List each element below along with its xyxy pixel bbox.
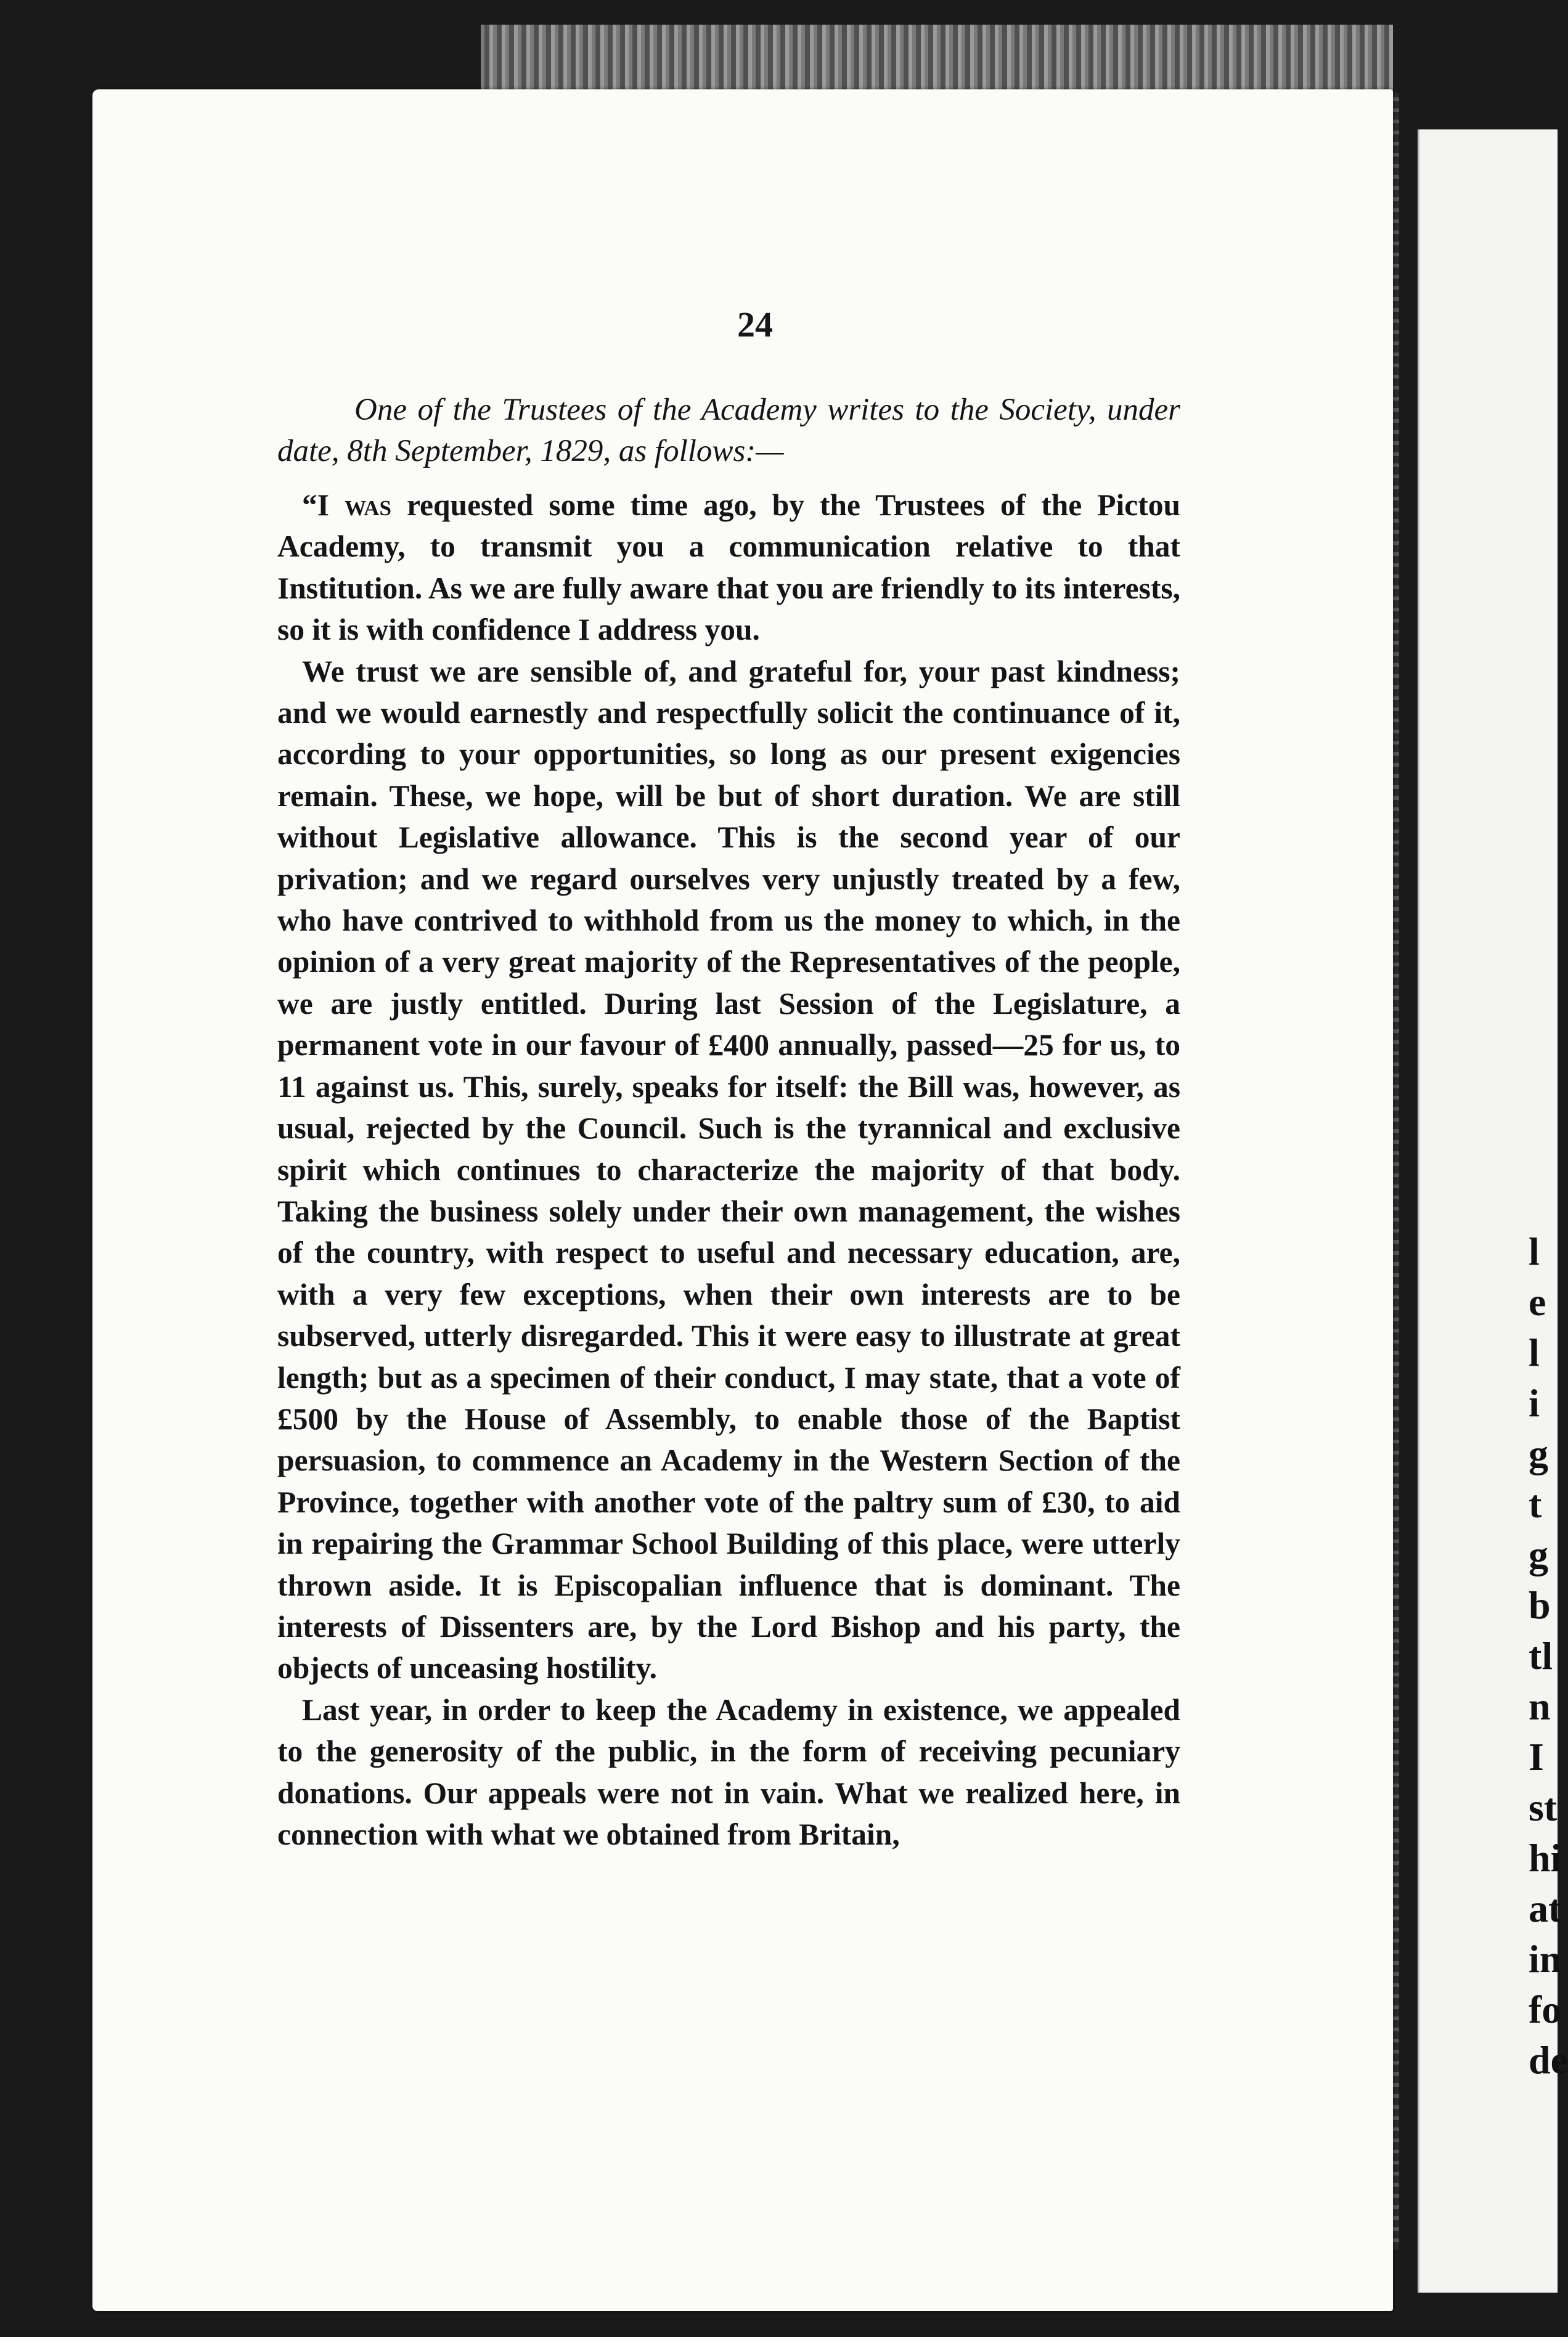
fragment: i [1529, 1381, 1540, 1425]
fragment: fo [1529, 1988, 1562, 2031]
fragment: l [1529, 1230, 1540, 1273]
fragment: I [1529, 1735, 1544, 1779]
paragraph-1-small-caps: was [345, 488, 391, 522]
paragraph-3: Last year, in order to keep the Academy in existence, we appealed to the generosity of the public, in the form of receiving pecuniary donations. Our appeals were not in vain. What we realized here, in connection with what we obtained from Britain, [277, 1692, 1180, 1851]
fragment: e [1529, 1280, 1546, 1324]
fragment: st [1529, 1785, 1558, 1829]
page-number: 24 [737, 304, 773, 345]
letter-intro: One of the Trustees of the Academy writes to the Society, under date, 8th September, 1829, as follows:— [277, 393, 1180, 468]
paragraph-1-rest: requested some time ago, by the Trustees of the Pictou Academy, to transmit you a communication relative to that Institution. As we are fully aware that you are friendly to its interests, so it is with confidence I address you. [277, 488, 1181, 647]
fragment: t [1529, 1482, 1542, 1526]
scanner-background-band [481, 25, 1393, 92]
paragraph-1-open: “I [302, 488, 345, 522]
fragment: tl [1529, 1634, 1553, 1678]
fragment: de [1529, 2038, 1568, 2082]
fragment: l [1529, 1331, 1540, 1374]
fragment: hi [1529, 1836, 1562, 1880]
fragment: at [1529, 1886, 1562, 1930]
paragraph-2: We trust we are sensible of, and grateful for, your past kindness; and we would earnestly and respectfully solicit the continuance of it, according to your opportunities, so long as our present exigencies remain. These, we hope, will be but of short duration. We are still without Legislative allowance. This is the second year of our privation; and we regard ourselves very unjustly treated by a few, who have contrived to withhold from us the money to which, in the opinion of a very great majority of the Representatives of the people, we are justly entitled. During last Session of the Legislature, a permanent vote in our favour of £400 annually, passed—25 for us, to 11 against us. This, surely, speaks for itself: the Bill was, however, as usual, rejected by the Council. Such is the tyrannical and exclusive spirit which continues to characterize the majority of that body. Taking the business solely under their own management, the wishes of the country, with respect to useful and necessary education, are, with a very few exceptions, when their own interests are to be subserved, utterly disregarded. This it were easy to illustrate at great length; but as a specimen of their conduct, I may state, that a vote of £500 by the House of Assembly, to enable those of the Baptist persuasion, to commence an Academy in the Western Section of the Province, together with another vote of the paltry sum of £30, to aid in repairing the Grammar School Building of this place, were utterly thrown aside. It is Episcopalian influence that is dominant. The interests of Dissenters are, by the Lord Bishop and his party, the objects of unceasing hostility. [277, 654, 1180, 1686]
adjacent-page-fragments [1529, 1226, 1568, 2086]
fragment: g [1529, 1533, 1548, 1576]
fragment: g [1529, 1432, 1548, 1475]
fragment: b [1529, 1583, 1551, 1627]
fragment: n [1529, 1684, 1551, 1728]
paragraph-1 [277, 484, 1180, 651]
body-text [277, 389, 1180, 1855]
fragment: in [1529, 1937, 1562, 1981]
